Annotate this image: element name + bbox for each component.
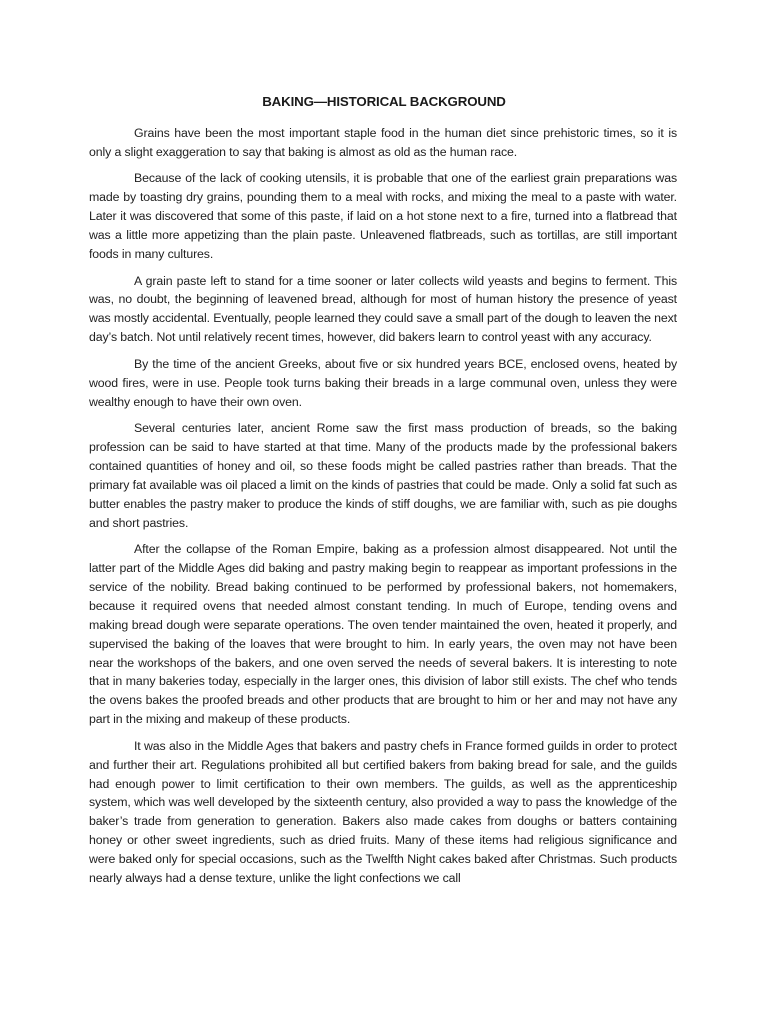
paragraph-6: After the collapse of the Roman Empire, baking as a profession almost disappeared. Not until the latter part of the Middle Ages did baking and pastry making begin to reappear as important professions in the service of the nobility. Bread baking continued to be performed by professional bakers, not homemakers, because it required ovens that needed almost constant tending. In much of Europe, tending ovens and making bread dough were separate operations. The oven tender maintained the oven, heated it properly, and supervised the baking of the loaves that were brought to him. In early years, the oven may not have been near the workshops of the bakers, and one oven served the needs of several bakers. It is interesting to note that in many bakeries today, especially in the larger ones, this division of labor still exists. The chef who tends the ovens bakes the proofed breads and other products that are brought to him or her and may not have any part in the mixing and makeup of these products. [89, 542, 677, 727]
paragraph-7: It was also in the Middle Ages that bakers and pastry chefs in France formed guilds in order to protect and further their art. Regulations prohibited all but certified bakers from baking bread for sale, and the guilds had enough power to limit certification to their own members. The guilds, as well as the apprenticeship system, which was well developed by the sixteenth century, also provided a way to pass the knowledge of the baker’s trade from generation to generation. Bakers also made cakes from doughs or batters containing honey or other sweet ingredients, such as dried fruits. Many of these items had religious significance and were baked only for special occasions, such as the Twelfth Night cakes baked after Christmas. Such products nearly always had a dense texture, unlike the light confections we call [89, 738, 677, 886]
paragraph-3: A grain paste left to stand for a time sooner or later collects wild yeasts and begins to ferment. This was, no doubt, the beginning of leavened bread, although for most of human history the presence of yeast was mostly accidental. Eventually, people learned they could save a small part of the dough to leaven the next day’s batch. Not until relatively recent times, however, did bakers learn to control yeast with any accuracy. [89, 273, 677, 345]
document-title: BAKING—HISTORICAL BACKGROUND [262, 94, 506, 109]
paragraph-4: By the time of the ancient Greeks, about five or six hundred years BCE, enclosed ovens, heated by wood fires, were in use. People took turns baking their breads in a large communal oven, unless they were wealthy enough to have their own oven. [89, 356, 677, 409]
paragraph-5: Several centuries later, ancient Rome saw the first mass production of breads, so the baking profession can be said to have started at that time. Many of the products made by the professional bakers contained quantities of honey and oil, so these foods might be called pastries rather than breads. That the primary fat available was oil placed a limit on the kinds of pastries that could be made. Only a solid fat such as butter enables the pastry maker to produce the kinds of stiff doughs, we are familiar with, such as pie doughs and short pastries. [89, 421, 677, 530]
paragraph-2: Because of the lack of cooking utensils, it is probable that one of the earliest grain preparations was made by toasting dry grains, pounding them to a meal with rocks, and mixing the meal to a paste with water. Later it was discovered that some of this paste, if laid on a hot stone next to a fire, turned into a flatbread that was a little more appetizing than the plain paste. Unleavened flatbreads, such as tortillas, are still important foods in many cultures. [89, 171, 677, 262]
document-body [89, 124, 677, 896]
paragraph-1: Grains have been the most important staple food in the human diet since prehistoric times, so it is only a slight exaggeration to say that baking is almost as old as the human race. [89, 126, 677, 159]
